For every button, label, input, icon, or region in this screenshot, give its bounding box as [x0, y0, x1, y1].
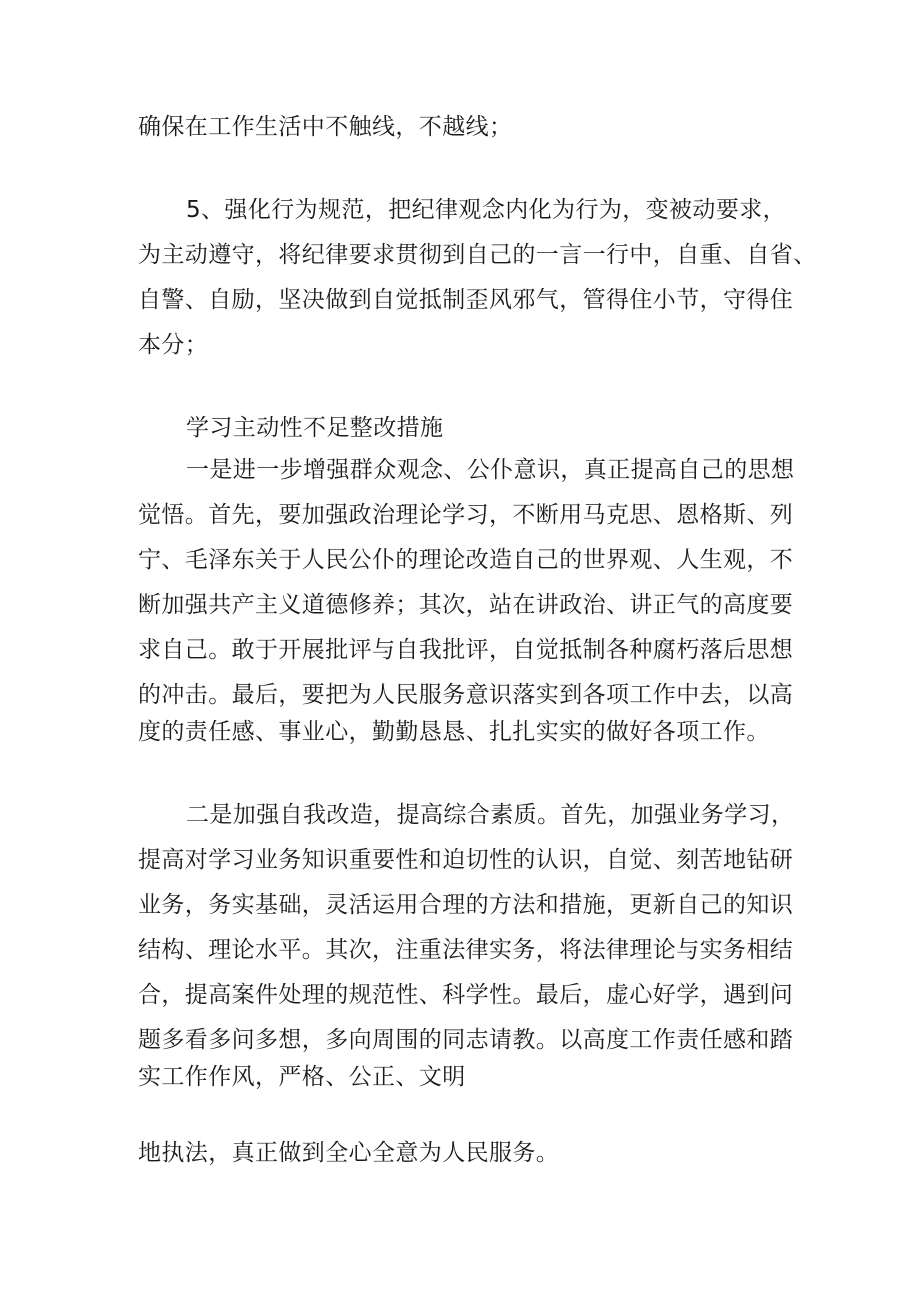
- text-line: 的冲击。最后，要把为人民服务意识落实到各项工作中去，以高: [138, 682, 794, 708]
- text-line: 二是加强自我改造，提高综合素质。首先，加强业务学习，: [186, 802, 795, 828]
- text-line: 结构、理论水平。其次，注重法律实务，将法律理论与实务相结: [138, 937, 794, 963]
- text-line: 度的责任感、事业心，勤勤恳恳、扎扎实实的做好各项工作。: [138, 719, 770, 745]
- text-line: 业务，务实基础，灵活运用合理的方法和措施，更新自己的知识: [138, 892, 794, 918]
- text-line: 为主动遵守，将纪律要求贯彻到自己的一言一行中，自重、自省、: [138, 242, 817, 268]
- text-line: 一是进一步增强群众观念、公仆意识，真正提高自己的思想: [186, 457, 795, 483]
- text-line: 求自己。敢于开展批评与自我批评，自觉抵制各种腐朽落后思想: [138, 637, 794, 663]
- text-line: 提高对学习业务知识重要性和迫切性的认识，自觉、刻苦地钻研: [138, 847, 794, 873]
- text-line: 宁、毛泽东关于人民公仆的理论改造自己的世界观、人生观，不: [138, 547, 794, 573]
- text-line: 觉悟。首先，要加强政治理论学习，不断用马克思、恩格斯、列: [138, 502, 794, 528]
- text-line: 合，提高案件处理的规范性、科学性。最后，虚心好学，遇到问: [138, 982, 794, 1008]
- text-line: 本分；: [138, 332, 209, 358]
- text-line: 断加强共产主义道德修养；其次，站在讲政治、讲正气的高度要: [138, 592, 794, 618]
- text-line: 实工作作风，严格、公正、文明: [138, 1064, 466, 1090]
- section-title: 学习主动性不足整改措施: [186, 415, 444, 441]
- text-line: 地执法，真正做到全心全意为人民服务。: [138, 1140, 560, 1166]
- text-line: 确保在工作生活中不触线，不越线；: [138, 114, 513, 140]
- text-line: 题多看多问多想，多向周围的同志请教。以高度工作责任感和踏: [138, 1027, 794, 1053]
- text-line: 自警、自励，坚决做到自觉抵制歪风邪气，管得住小节，守得住: [138, 287, 794, 313]
- text-line: 5、强化行为规范，把纪律观念内化为行为，变被动要求，: [186, 197, 787, 223]
